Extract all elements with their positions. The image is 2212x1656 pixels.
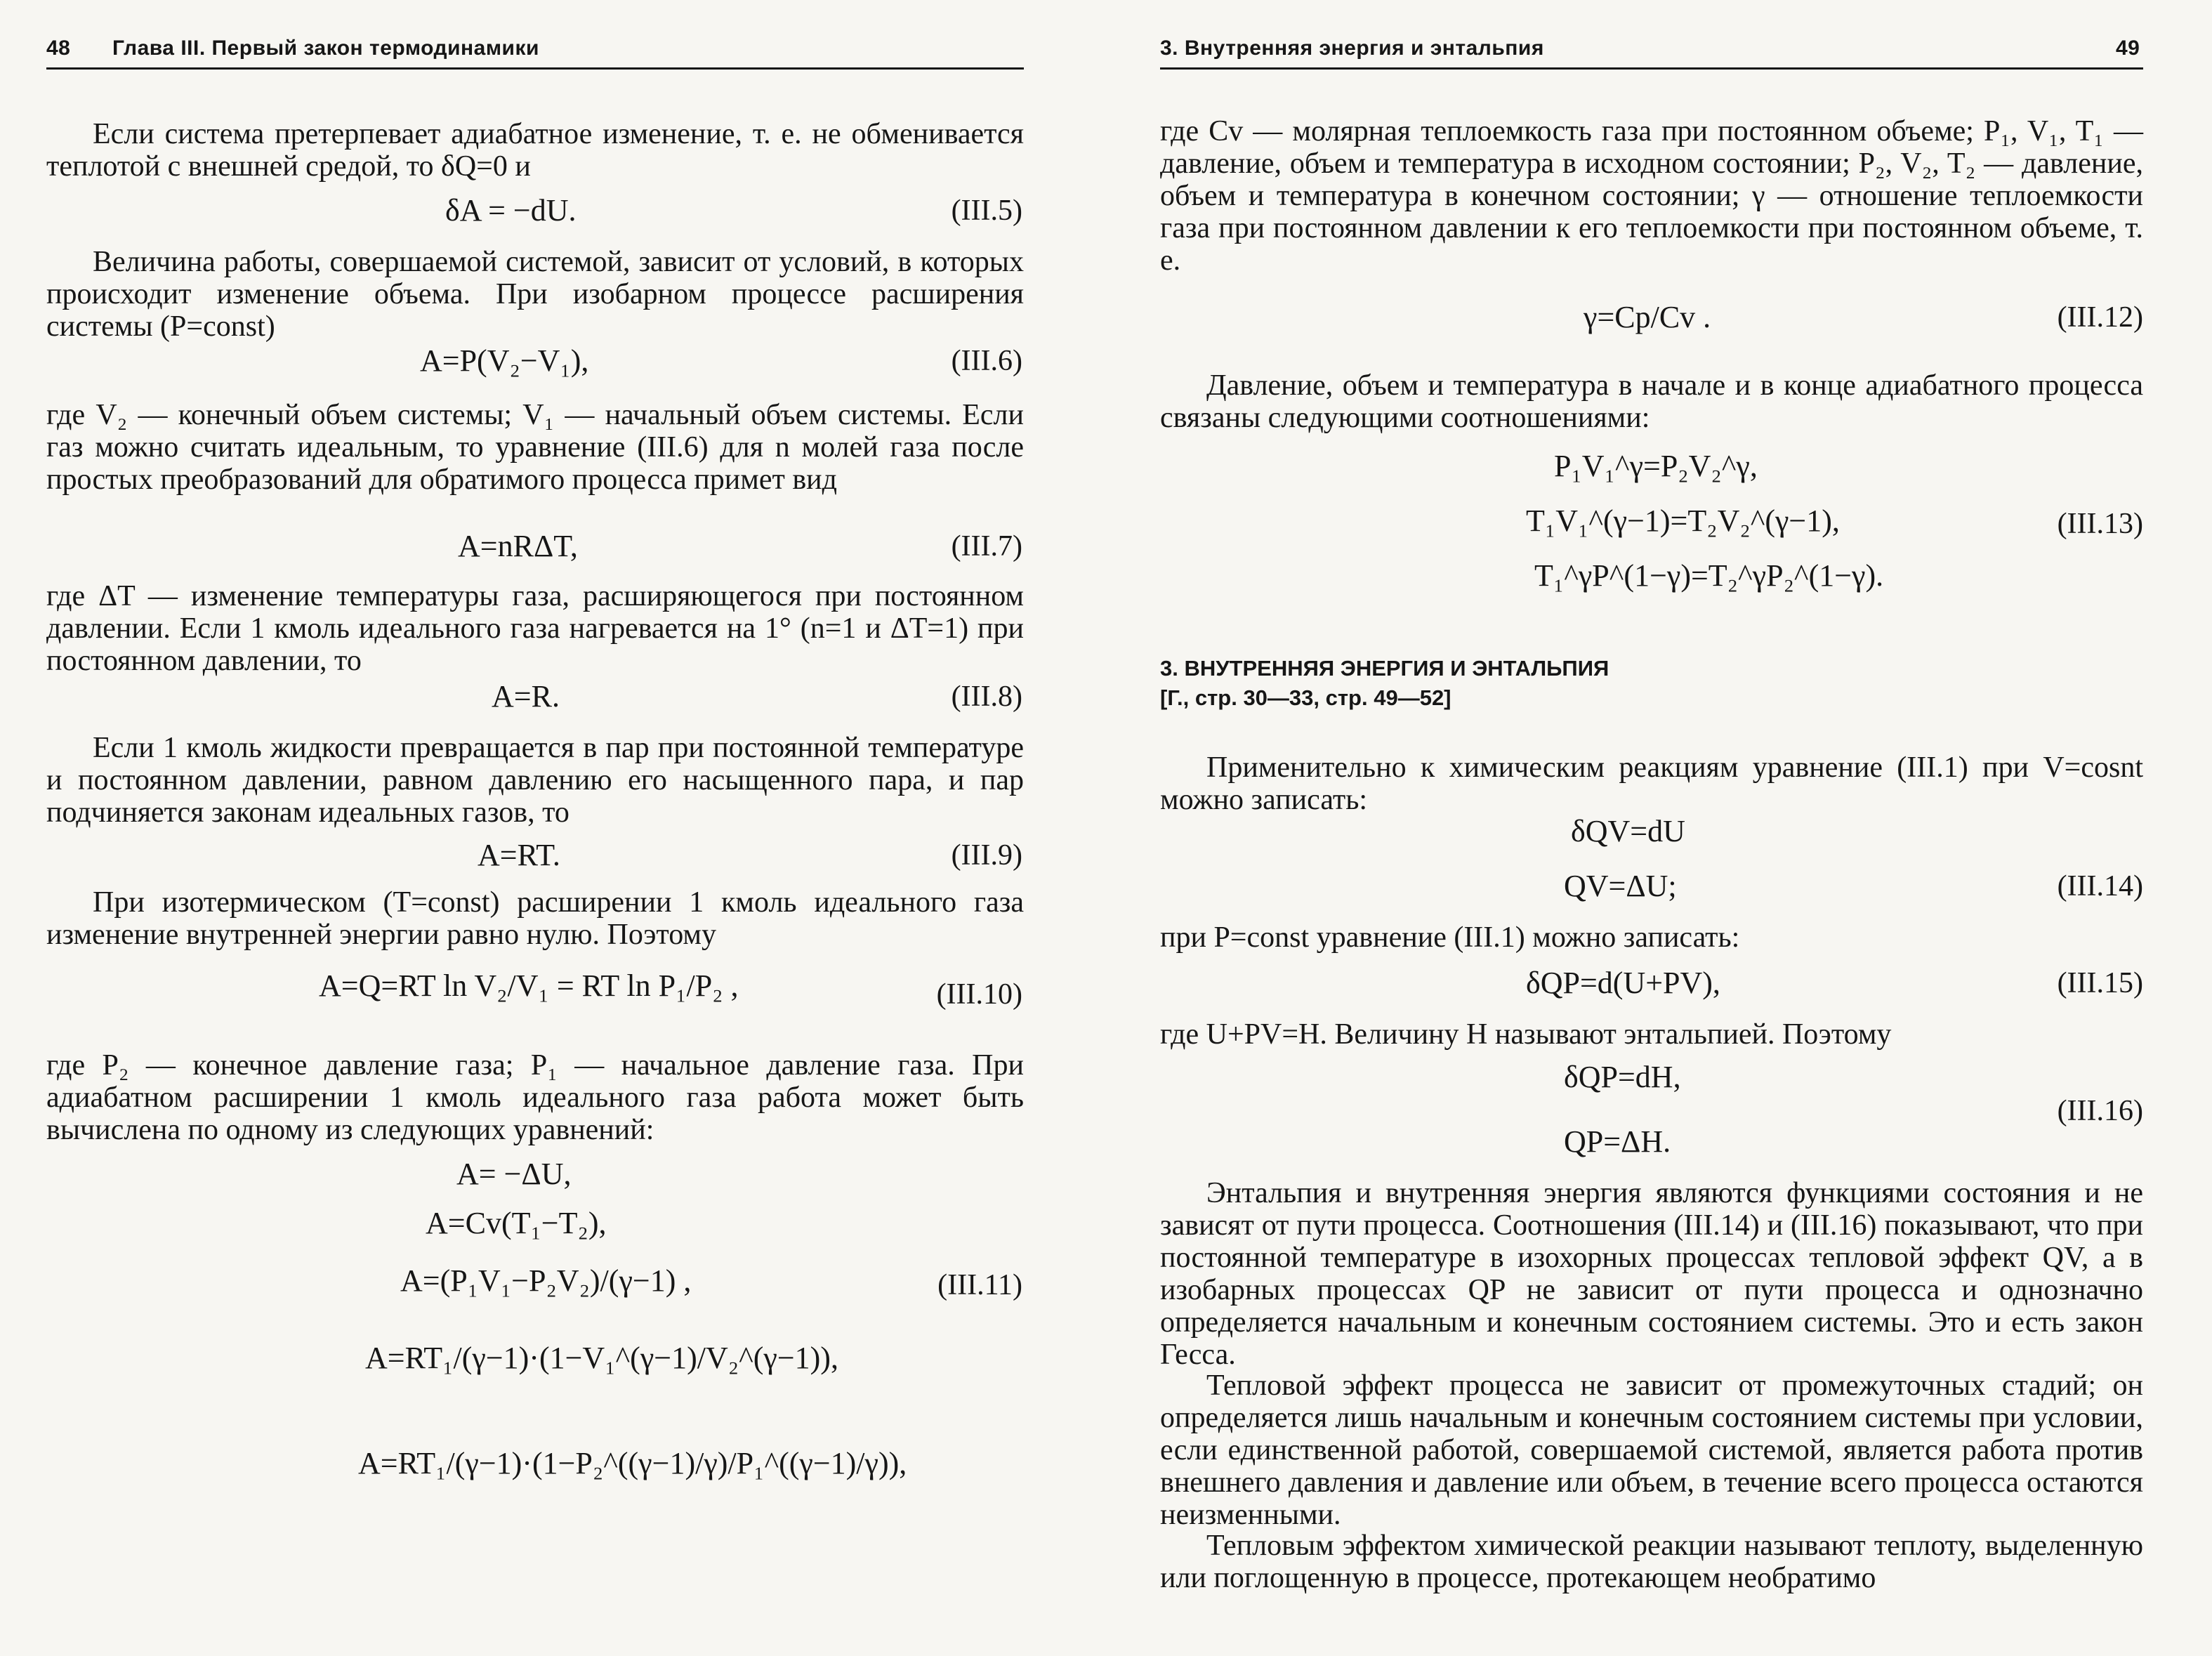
page-number: 49 [2116,37,2140,60]
equation: δQP=d(U+PV), [1526,966,1720,1000]
paragraph: при P=const уравнение (III.1) можно записать: [1160,921,1740,954]
paragraph: Тепловым эффектом химической реакции называют теплоту, выделенную или поглощенную в процессе, протекающем необратимо [1160,1530,2143,1594]
paragraph: где P₂ — конечное давление газа; P₁ — начальное давление газа. При адиабатном расширении 1 кмоль идеального газа работа может быть вычислена по одному из следующих уравнений: [46,1049,1024,1146]
equation: A=Q=RT ln V₂/V₁ = RT ln P₁/P₂ , [319,968,739,1003]
header-rule [46,67,1024,70]
paragraph: Величина работы, совершаемой системой, зависит от условий, в которых происходит изменение объема. При изобарном процессе расширения системы (P=const) [46,246,1024,343]
equation-number: (III.15) [2057,967,2143,999]
equation: γ=Cp/Cv . [1584,300,1711,334]
equation: QV=ΔU; [1564,869,1677,903]
equation-number: (III.5) [951,195,1022,227]
equation: A=RT₁/(γ−1)·(1−V₁^(γ−1)/V₂^(γ−1)), [365,1341,838,1375]
equation-number: (III.6) [951,345,1022,377]
paragraph: где ΔT — изменение температуры газа, расширяющегося при постоянном давлении. Если 1 кмоль идеального газа нагревается на 1° (n=1 и ΔT=1) при постоянном давлении, то [46,580,1024,677]
page-number: 48 [46,37,71,60]
equation: T₁V₁^(γ−1)=T₂V₂^(γ−1), [1526,504,1840,538]
equation: P₁V₁^γ=P₂V₂^γ, [1554,449,1758,483]
equation: A=RT. [478,838,560,872]
paragraph: где V₂ — конечный объем системы; V₁ — начальный объем системы. Если газ можно считать идеальным, то уравнение (III.6) для n молей газа после простых преобразований для обратимого процесса примет вид [46,399,1024,496]
right-page [1106,0,2212,1656]
equation-number: (III.14) [2057,870,2143,902]
paragraph: Если 1 кмоль жидкости превращается в пар при постоянной температуре и постоянном давлении, равном давлению его насыщенного пара, и пар подчиняется законам идеальных газов, то [46,732,1024,829]
equation: T₁^γP^(1−γ)=T₂^γP₂^(1−γ). [1534,558,1884,593]
equation: δQP=dH, [1564,1060,1681,1094]
equation: A=(P₁V₁−P₂V₂)/(γ−1) , [400,1263,692,1298]
equation-number: (III.11) [937,1269,1022,1301]
running-head: Глава III. Первый закон термодинамики [112,37,539,60]
equation-number: (III.8) [951,681,1022,713]
paragraph: Применительно к химическим реакциям уравнение (III.1) при V=cosnt можно записать: [1160,751,2143,816]
equation: δA = −dU. [445,193,577,228]
equation-number: (III.12) [2057,301,2143,334]
paragraph: Энтальпия и внутренняя энергия являются функциями состояния и не зависят от пути процесса. Соотношения (III.14) и (III.16) показывают, что при постоянной температуре в изохорных процессах тепловой эффект QV, а в изобарных процессах QP не зависит от пути процесса и однозначно определяется начальным и конечным состоянием системы. Это и есть закон Гесса. [1160,1177,2143,1371]
section-title: 3. ВНУТРЕННЯЯ ЭНЕРГИЯ И ЭНТАЛЬПИЯ [1160,656,1609,681]
equation-number: (III.16) [2057,1095,2143,1127]
paragraph: При изотермическом (T=const) расширении 1 кмоль идеального газа изменение внутренней энергии равно нулю. Поэтому [46,886,1024,951]
paragraph: Тепловой эффект процесса не зависит от промежуточных стадий; он определяется лишь начальным и конечным состоянием системы при условии, если единственной работой, совершаемой системой, является работа против внешнего давления и давление или объем, в течение всего процесса остаются неизменными. [1160,1369,2143,1531]
paragraph: Если система претерпевает адиабатное изменение, т. е. не обменивается теплотой с внешней средой, то δQ=0 и [46,118,1024,183]
equation-number: (III.9) [951,839,1022,872]
running-head: 3. Внутренняя энергия и энтальпия [1160,37,1544,60]
paragraph: где U+PV=H. Величину H называют энтальпией. Поэтому [1160,1018,1892,1051]
paragraph: где Cv — молярная теплоемкость газа при постоянном объеме; P₁, V₁, T₁ — давление, объем и температура в исходном состоянии; P₂, V₂, T₂ — давление, объем и температура в конечном состоянии; γ — отношение теплоемкости газа при постоянном давлении к его теплоемкости при постоянном объеме, т. е. [1160,115,2143,277]
equation-number: (III.10) [936,978,1022,1011]
equation: A=RT₁/(γ−1)·(1−P₂^((γ−1)/γ)/P₁^((γ−1)/γ)), [358,1446,907,1480]
paragraph: Давление, объем и температура в начале и в конце адиабатного процесса связаны следующими соотношениями: [1160,369,2143,434]
equation: A=Cv(T₁−T₂), [426,1206,607,1240]
equation: A=nRΔT, [458,529,578,563]
equation-number: (III.13) [2057,508,2143,540]
section-reference: [Г., стр. 30—33, стр. 49—52] [1160,685,1451,710]
equation-number: (III.7) [951,530,1022,563]
equation: δQV=dU [1571,814,1685,848]
equation: A=P(V₂−V₁), [420,343,589,378]
equation: A=R. [492,679,560,714]
header-rule [1160,67,2143,70]
equation: A= −ΔU, [456,1157,572,1191]
equation: QP=ΔH. [1564,1124,1671,1159]
